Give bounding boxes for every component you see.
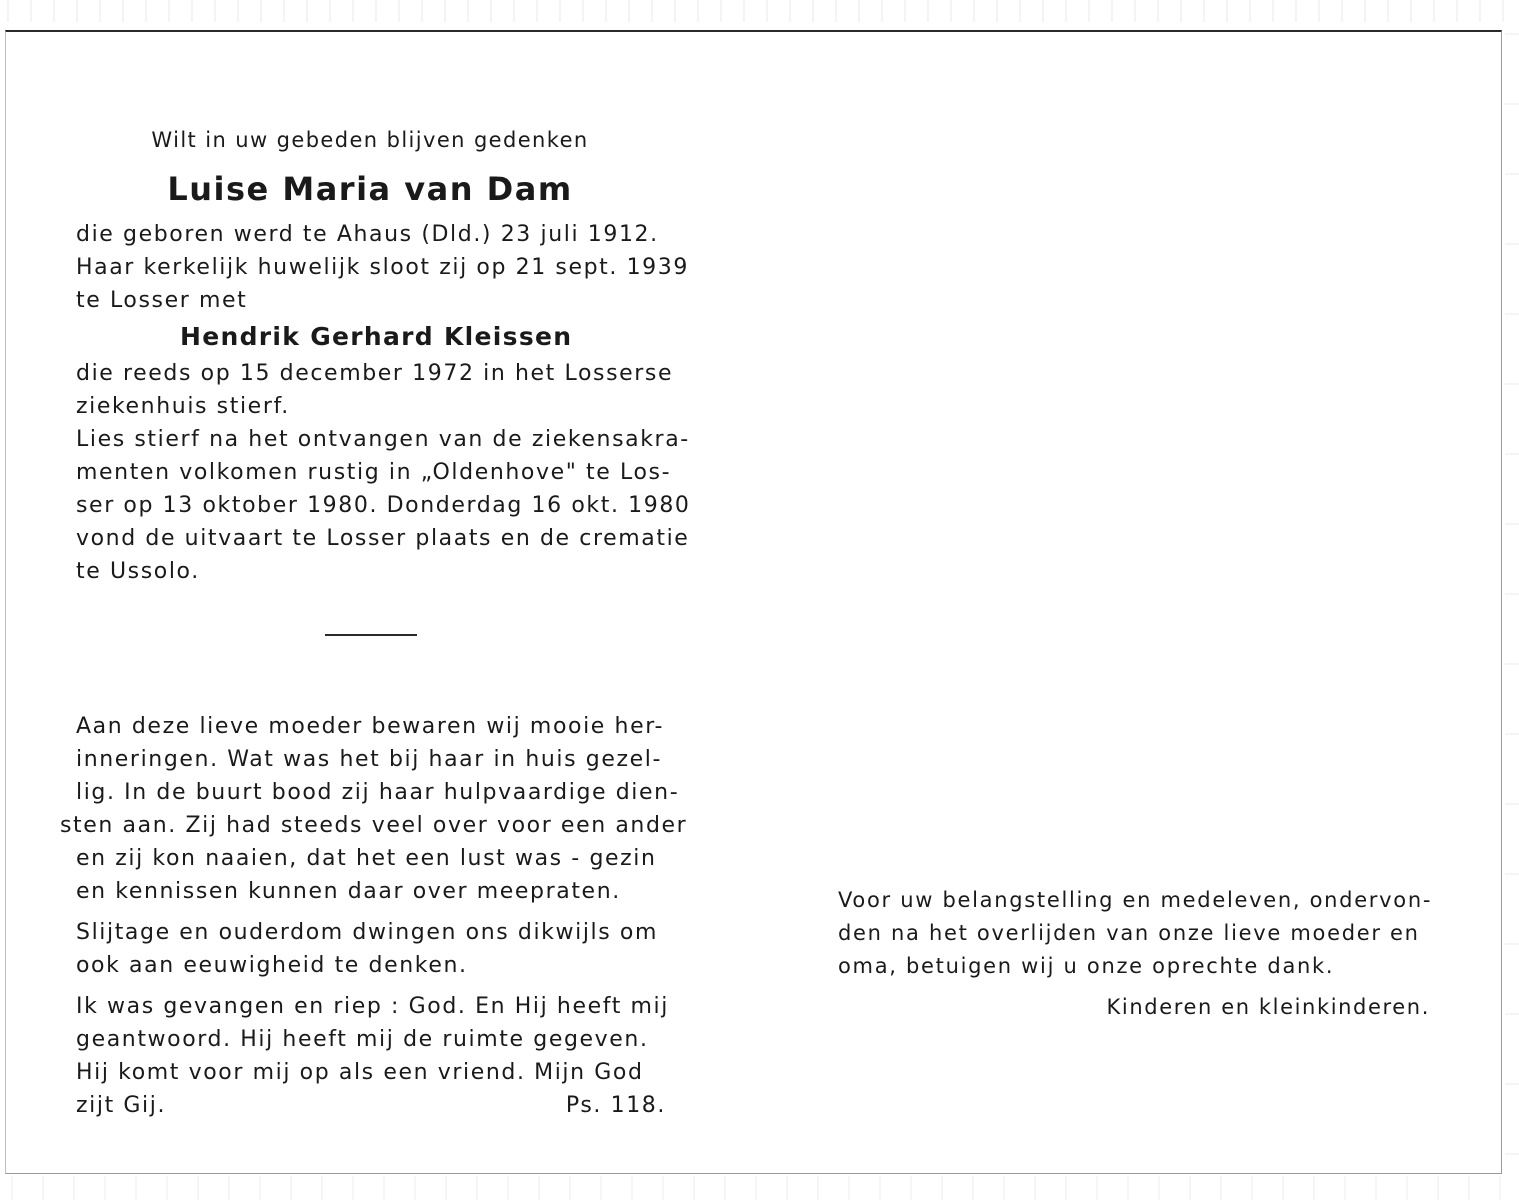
scan-artifact-bottom (0, 1176, 1519, 1200)
eternity-paragraph (60, 916, 680, 982)
text-line: den na het overlijden van onze lieve moeder en (838, 921, 1420, 945)
text-line: ziekenhuis stierf. (76, 394, 290, 419)
text-line: inneringen. Wat was het bij haar in huis gezel- (76, 747, 663, 772)
text-line: geantwoord. Hij heeft mij de ruimte gegeven. (76, 1027, 649, 1052)
thanks-paragraph (838, 884, 1438, 983)
text-line: Hij komt voor mij op als een vriend. Mijn God (76, 1060, 644, 1085)
psalm-last-row (76, 1089, 666, 1122)
text-line: en kennissen kunnen daar over meepraten. (76, 879, 621, 904)
text-line: te Ussolo. (76, 559, 200, 584)
deceased-name: Luise Maria van Dam (167, 170, 573, 208)
psalm-paragraph (60, 990, 680, 1122)
text-line: ser op 13 oktober 1980. Donderdag 16 okt. 1980 (76, 493, 691, 518)
text-line: Haar kerkelijk huwelijk sloot zij op 21 sept. 1939 (76, 255, 689, 280)
text-line: sten aan. Zij had steeds veel over voor een ander (60, 813, 688, 838)
spouse-name: Hendrik Gerhard Kleissen (180, 322, 573, 351)
intro-text: Wilt in uw gebeden blijven gedenken (151, 128, 589, 152)
psalm-reference: Ps. 118. (565, 1093, 666, 1118)
text-line: menten volkomen rustig in „Oldenhove" te Los- (76, 460, 672, 485)
text-line: vond de uitvaart te Losser plaats en de crematie (76, 526, 690, 551)
text-line: die reeds op 15 december 1972 in het Losserse (76, 361, 674, 386)
text-line: lig. In de buurt bood zij haar hulpvaardige dien- (76, 780, 680, 805)
text-line: oma, betuigen wij u onze oprechte dank. (838, 954, 1335, 978)
text-line: Lies stierf na het ontvangen van de ziekensakra- (76, 427, 690, 452)
scan-artifact-right (1505, 0, 1519, 1200)
text-line: Ik was gevangen en riep : God. En Hij heeft mij (76, 994, 669, 1019)
right-page (838, 884, 1438, 1024)
left-page (60, 120, 691, 1122)
memory-paragraph (60, 710, 688, 908)
text-line: Slijtage en ouderdom dwingen ons dikwijls om (76, 920, 658, 945)
signature: Kinderen en kleinkinderen. (1106, 995, 1430, 1019)
text-line: en zij kon naaien, dat het een lust was - gezin (76, 846, 657, 871)
text-line: te Losser met (76, 288, 248, 313)
death-paragraph (60, 423, 691, 588)
text-line: ook aan eeuwigheid te denken. (76, 953, 468, 978)
spouse-paragraph (60, 357, 680, 423)
text-line: Voor uw belangstelling en medeleven, ondervon- (838, 888, 1433, 912)
text-line: zijt Gij. (76, 1093, 167, 1118)
birth-paragraph (60, 218, 689, 317)
text-line: die geboren werd te Ahaus (Dld.) 23 juli 1912. (76, 222, 659, 247)
text-line: Aan deze lieve moeder bewaren wij mooie her- (76, 714, 664, 739)
scan-artifact-top (0, 0, 1519, 22)
